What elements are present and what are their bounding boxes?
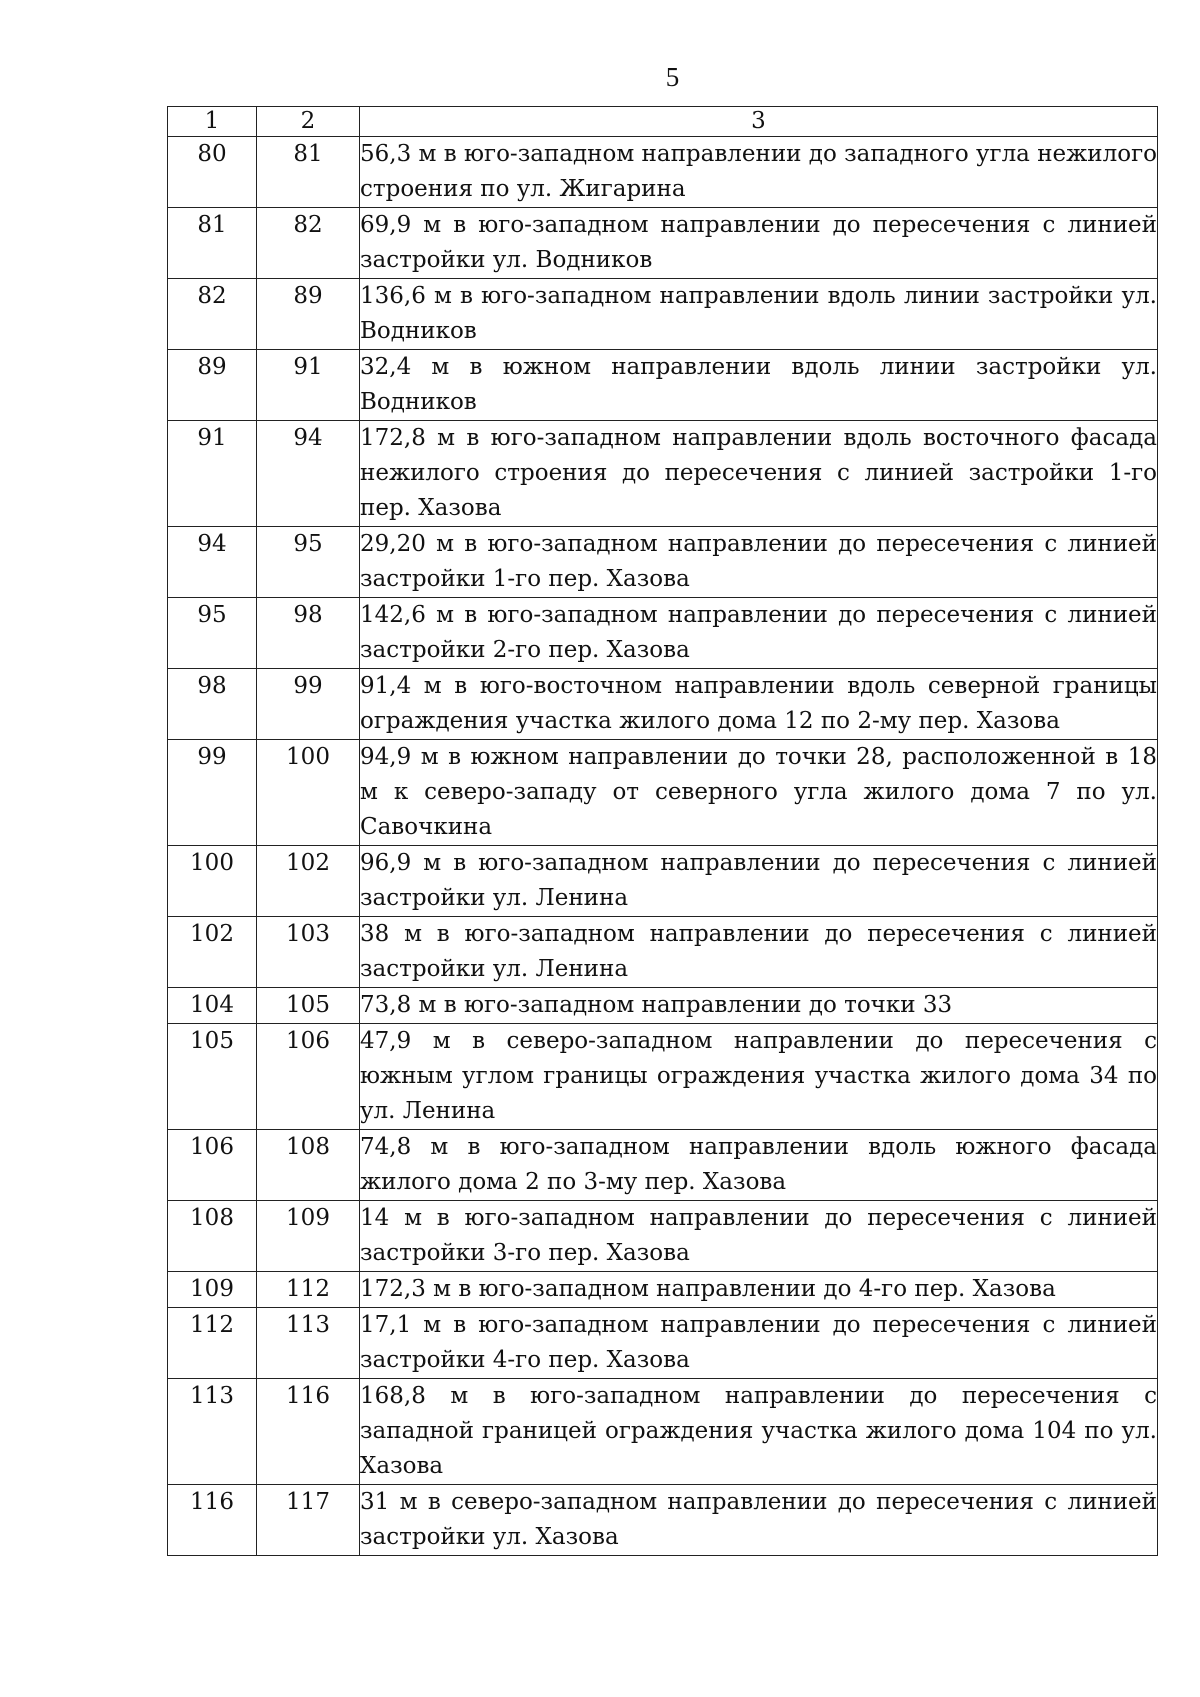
table-row <box>168 917 1158 988</box>
to-point-cell: 108 <box>257 1130 360 1201</box>
description-cell: 47,9 м в северо-западном направлении до пересечения с южным углом границы ограждения участка жилого дома 34 по ул. Ленина <box>360 1024 1158 1130</box>
table-row <box>168 421 1158 527</box>
table-row <box>168 1485 1158 1556</box>
to-point-cell: 98 <box>257 598 360 669</box>
to-point-cell: 116 <box>257 1379 360 1485</box>
from-point-cell: 94 <box>168 527 257 598</box>
header-col-3: 3 <box>360 107 1158 137</box>
table-row <box>168 1130 1158 1201</box>
from-point-cell: 113 <box>168 1379 257 1485</box>
to-point-cell: 117 <box>257 1485 360 1556</box>
to-point-cell: 91 <box>257 350 360 421</box>
header-col-1: 1 <box>168 107 257 137</box>
description-cell: 69,9 м в юго-западном направлении до пересечения с линией застройки ул. Водников <box>360 208 1158 279</box>
boundary-table <box>167 106 1158 1556</box>
description-cell: 172,3 м в юго-западном направлении до 4-го пер. Хазова <box>360 1272 1158 1308</box>
table-row <box>168 988 1158 1024</box>
from-point-cell: 104 <box>168 988 257 1024</box>
table-row <box>168 279 1158 350</box>
to-point-cell: 109 <box>257 1201 360 1272</box>
table-row <box>168 350 1158 421</box>
description-cell: 94,9 м в южном направлении до точки 28, расположенной в 18 м к северо-западу от северного угла жилого дома 7 по ул. Савочкина <box>360 740 1158 846</box>
from-point-cell: 89 <box>168 350 257 421</box>
table-header-row <box>168 107 1158 137</box>
from-point-cell: 81 <box>168 208 257 279</box>
to-point-cell: 113 <box>257 1308 360 1379</box>
to-point-cell: 103 <box>257 917 360 988</box>
from-point-cell: 106 <box>168 1130 257 1201</box>
from-point-cell: 102 <box>168 917 257 988</box>
to-point-cell: 99 <box>257 669 360 740</box>
to-point-cell: 102 <box>257 846 360 917</box>
to-point-cell: 81 <box>257 137 360 208</box>
from-point-cell: 116 <box>168 1485 257 1556</box>
description-cell: 38 м в юго-западном направлении до пересечения с линией застройки ул. Ленина <box>360 917 1158 988</box>
description-cell: 56,3 м в юго-западном направлении до западного угла нежилого строения по ул. Жигарина <box>360 137 1158 208</box>
table-row <box>168 1379 1158 1485</box>
description-cell: 17,1 м в юго-западном направлении до пересечения с линией застройки 4-го пер. Хазова <box>360 1308 1158 1379</box>
from-point-cell: 98 <box>168 669 257 740</box>
from-point-cell: 95 <box>168 598 257 669</box>
to-point-cell: 105 <box>257 988 360 1024</box>
description-cell: 91,4 м в юго-восточном направлении вдоль северной границы ограждения участка жилого дома 12 по 2-му пер. Хазова <box>360 669 1158 740</box>
to-point-cell: 82 <box>257 208 360 279</box>
description-cell: 29,20 м в юго-западном направлении до пересечения с линией застройки 1-го пер. Хазова <box>360 527 1158 598</box>
table-row <box>168 1201 1158 1272</box>
from-point-cell: 112 <box>168 1308 257 1379</box>
table-body <box>168 137 1158 1556</box>
from-point-cell: 99 <box>168 740 257 846</box>
from-point-cell: 105 <box>168 1024 257 1130</box>
table-row <box>168 527 1158 598</box>
to-point-cell: 112 <box>257 1272 360 1308</box>
from-point-cell: 109 <box>168 1272 257 1308</box>
description-cell: 31 м в северо-западном направлении до пересечения с линией застройки ул. Хазова <box>360 1485 1158 1556</box>
table-row <box>168 846 1158 917</box>
from-point-cell: 108 <box>168 1201 257 1272</box>
table-row <box>168 208 1158 279</box>
header-col-2: 2 <box>257 107 360 137</box>
table-row <box>168 598 1158 669</box>
table-row <box>168 669 1158 740</box>
table-row <box>168 740 1158 846</box>
description-cell: 168,8 м в юго-западном направлении до пересечения с западной границей ограждения участка жилого дома 104 по ул. Хазова <box>360 1379 1158 1485</box>
description-cell: 142,6 м в юго-западном направлении до пересечения с линией застройки 2-го пер. Хазова <box>360 598 1158 669</box>
description-cell: 74,8 м в юго-западном направлении вдоль южного фасада жилого дома 2 по 3-му пер. Хазова <box>360 1130 1158 1201</box>
description-cell: 73,8 м в юго-западном направлении до точки 33 <box>360 988 1158 1024</box>
from-point-cell: 91 <box>168 421 257 527</box>
from-point-cell: 82 <box>168 279 257 350</box>
table-row <box>168 1024 1158 1130</box>
to-point-cell: 95 <box>257 527 360 598</box>
to-point-cell: 89 <box>257 279 360 350</box>
from-point-cell: 80 <box>168 137 257 208</box>
to-point-cell: 106 <box>257 1024 360 1130</box>
table-row <box>168 1308 1158 1379</box>
to-point-cell: 100 <box>257 740 360 846</box>
description-cell: 32,4 м в южном направлении вдоль линии застройки ул. Водников <box>360 350 1158 421</box>
description-cell: 136,6 м в юго-западном направлении вдоль линии застройки ул. Водников <box>360 279 1158 350</box>
description-cell: 14 м в юго-западном направлении до пересечения с линией застройки 3-го пер. Хазова <box>360 1201 1158 1272</box>
table-row <box>168 137 1158 208</box>
to-point-cell: 94 <box>257 421 360 527</box>
from-point-cell: 100 <box>168 846 257 917</box>
description-cell: 96,9 м в юго-западном направлении до пересечения с линией застройки ул. Ленина <box>360 846 1158 917</box>
description-cell: 172,8 м в юго-западном направлении вдоль восточного фасада нежилого строения до пересечения с линией застройки 1-го пер. Хазова <box>360 421 1158 527</box>
table-row <box>168 1272 1158 1308</box>
page-number: 5 <box>665 62 680 92</box>
